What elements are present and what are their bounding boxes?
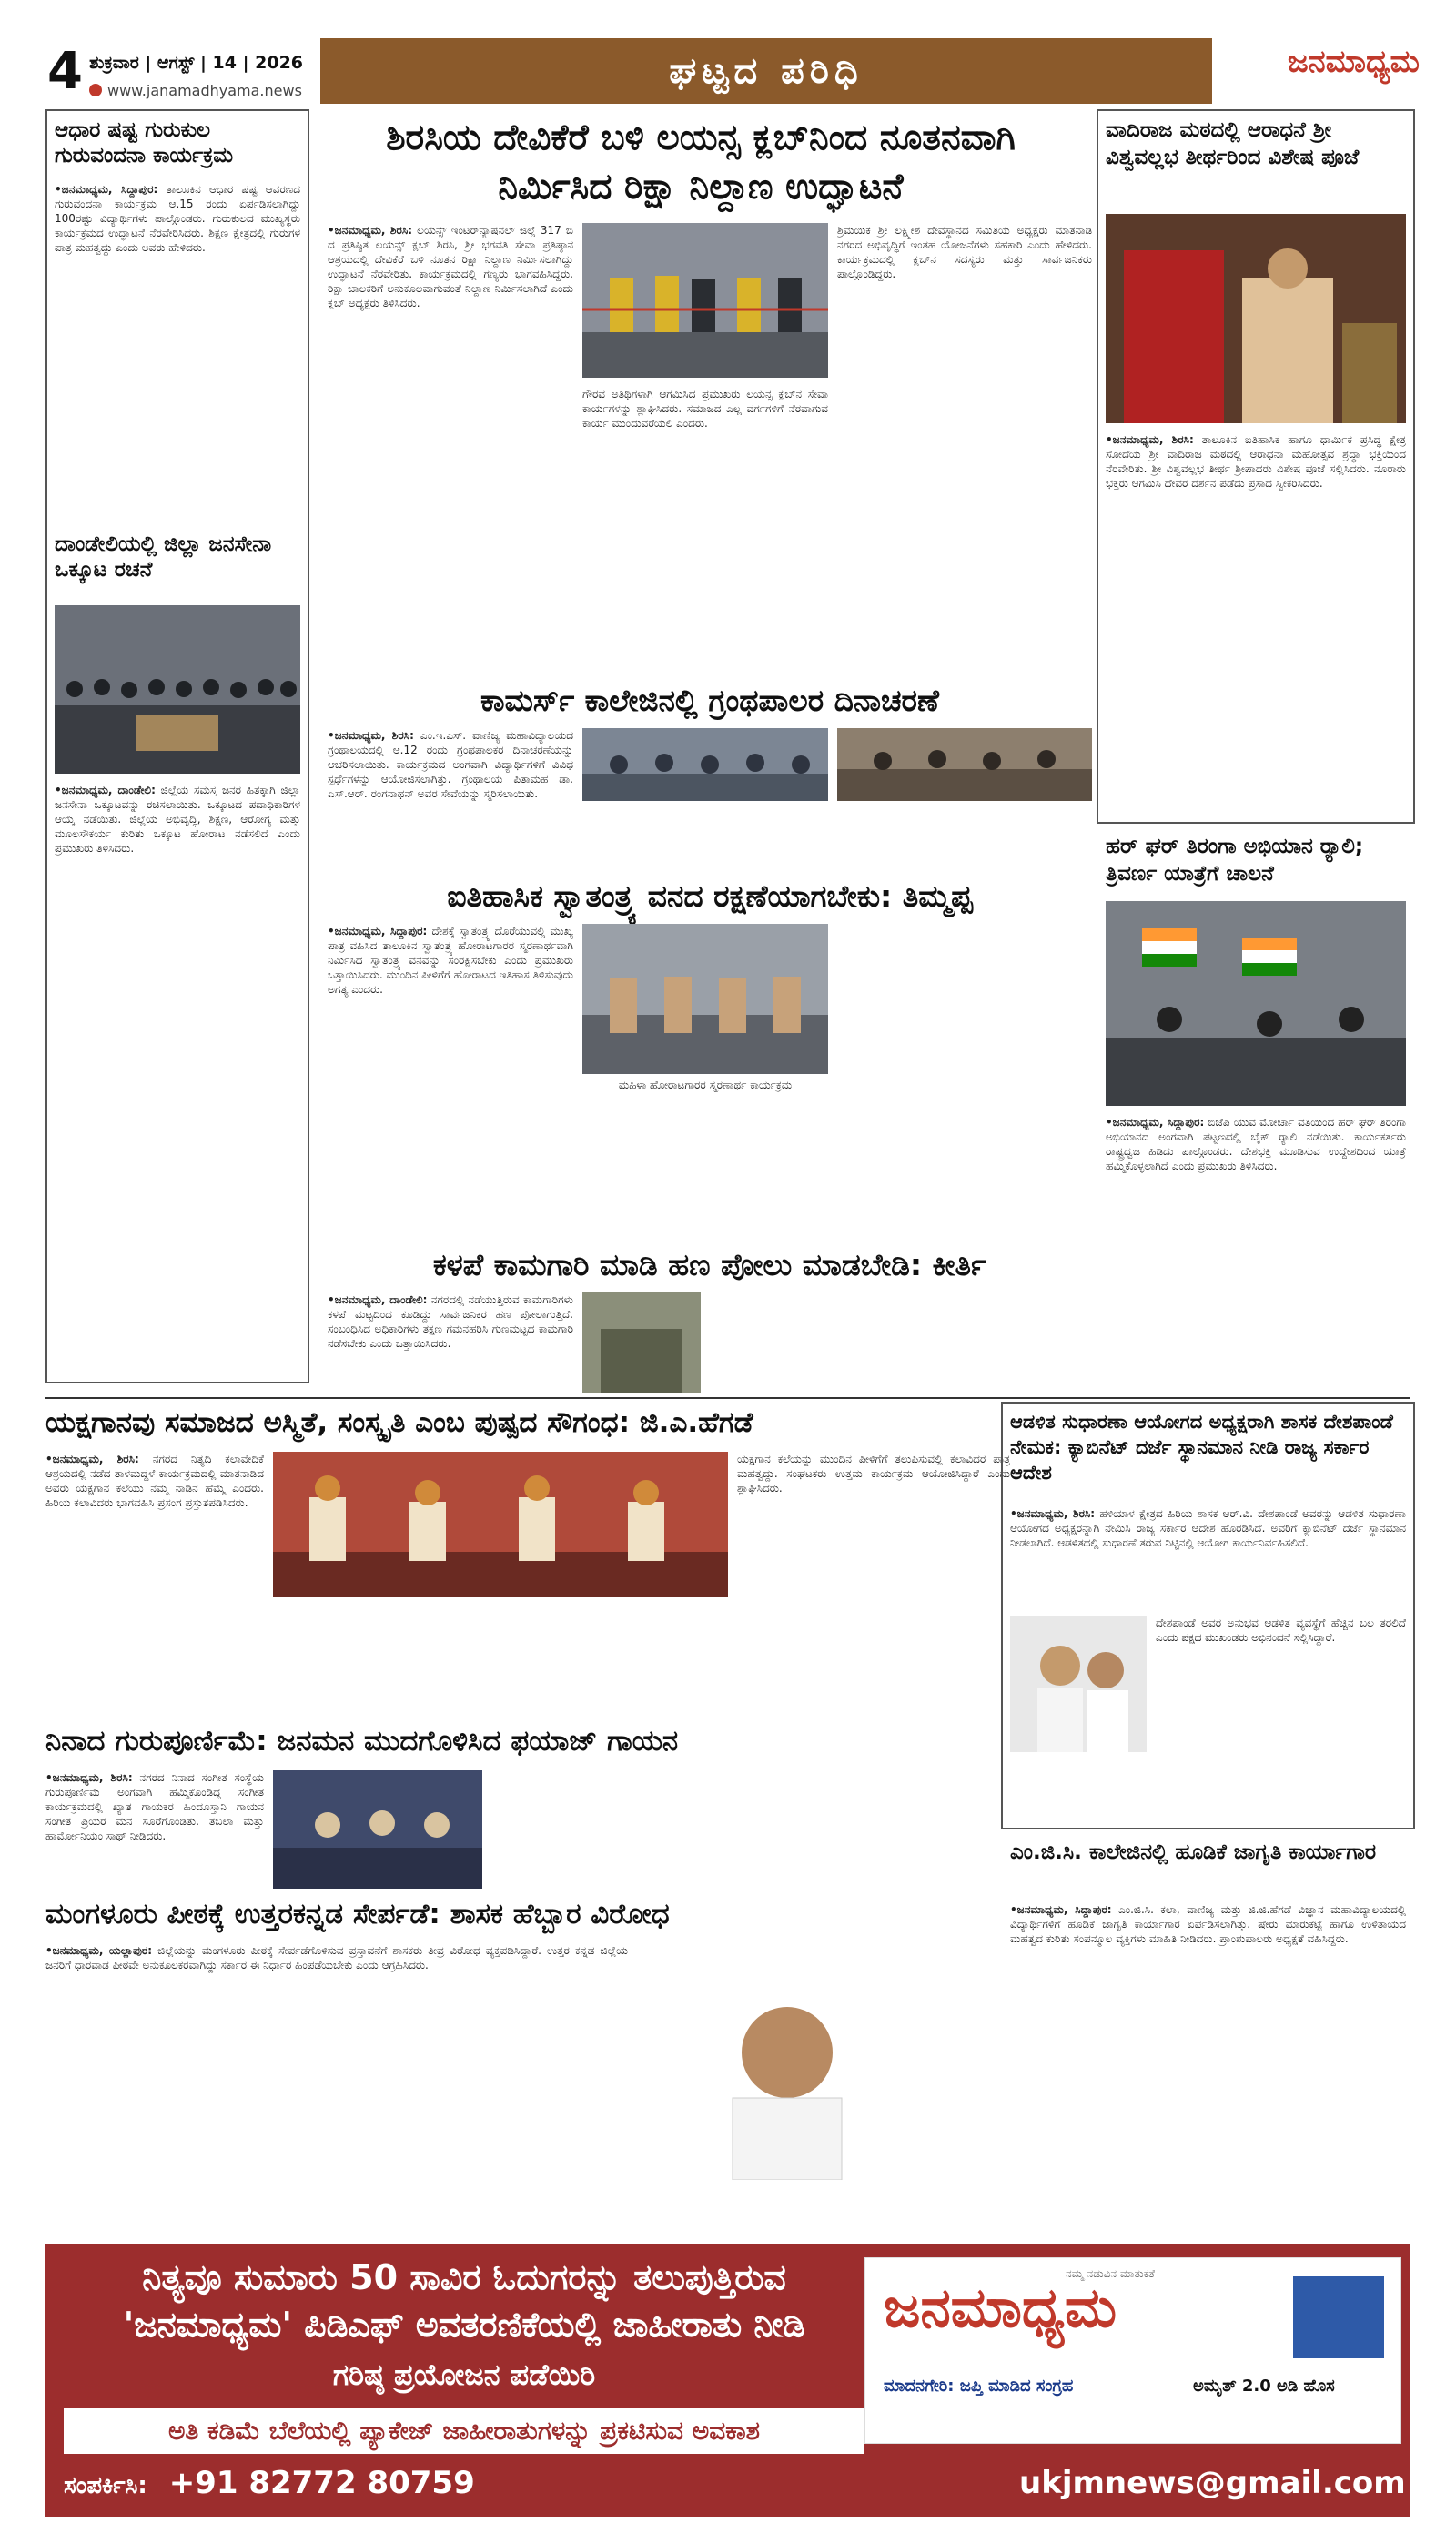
article-text: ಲಯನ್ಸ್ ಇಂಟರ್‌ನ್ಯಾಷನಲ್ ಜಿಲ್ಲೆ 317 ಬಿ ದ ಪ್ರತಿಷ್ಠಿತ ಲಯನ್ಸ್ ಕ್ಲಬ್ ಶಿರಸಿ, ಶ್ರೀ ಭಗವತಿ ಸೇವಾ ಪ್ರತಿಷ್ಠಾನ ಆಶ್ರಯದಲ್ಲಿ ದೇವಿಕೆರೆ ಬಳಿ ನೂತನ ರಿಕ್ಷಾ ನಿಲ್ದಾಣ ನಿರ್ಮಿಸಲಾಗಿದ್ದು ಉದ್ಘಾಟನೆ ನೆರವೇರಿತು. ಕಾರ್ಯಕ್ರಮದಲ್ಲಿ ಗಣ್ಯರು ಭಾಗವಹಿಸಿದ್ದರು. ರಿಕ್ಷಾ ಚಾಲಕರಿಗೆ ಅನುಕೂಲವಾಗುವಂತೆ ನಿಲ್ದಾಣ ನಿರ್ಮಿಸಲಾಗಿದೆ ಎಂದು ಕ್ಲಬ್ ಅಧ್ಯಕ್ಷರು ತಿಳಿಸಿದರು.: [328, 224, 573, 309]
ad-line: ಗರಿಷ್ಠ ಪ್ರಯೋಜನ ಪಡೆಯಿರಿ: [332, 2357, 596, 2392]
article-headline: ಐತಿಹಾಸಿಕ ಸ್ವಾತಂತ್ರ್ಯ ವನದ ರಕ್ಷಣೆಯಾಗಬೇಕು: ತಿಮ್ಮಪ್ಪ: [447, 878, 973, 914]
article-lead: •ಜನಮಾಧ್ಯಮ, ಶಿರಸಿ:: [46, 1453, 139, 1465]
article-text: ಎಂ.ಜಿ.ಸಿ. ಕಲಾ, ವಾಣಿಜ್ಯ ಮತ್ತು ಜಿ.ಜಿ.ಹೆಗಡೆ ವಿಜ್ಞಾನ ಮಹಾವಿದ್ಯಾಲಯದಲ್ಲಿ ವಿದ್ಯಾರ್ಥಿಗಳಿಗೆ ಹೂಡಿಕೆ ಜಾಗೃತಿ ಕಾರ್ಯಾಗಾರ ಏರ್ಪಡಿಸಲಾಗಿತ್ತು. ಷೇರು ಮಾರುಕಟ್ಟೆ ಹಾಗೂ ಉಳಿತಾಯದ ಮಹತ್ವದ ಕುರಿತು ಸಂಪನ್ಮೂಲ ವ್ಯಕ್ತಿಗಳು ಮಾಹಿತಿ ನೀಡಿದರು. ಪ್ರಾಂಶುಪಾಲರು ಅಧ್ಯಕ್ಷತೆ ವಹಿಸಿದ್ದರು.: [1010, 1903, 1406, 1945]
concert-photo: [273, 1770, 482, 1889]
article-lead: •ಜನಮಾಧ್ಯಮ, ಸಿದ್ದಾಪುರ:: [55, 183, 158, 196]
article-lead: •ಜನಮಾಧ್ಯಮ, ದಾಂಡೇಲಿ:: [55, 784, 156, 796]
article-lead: •ಜನಮಾಧ್ಯಮ, ಶಿರಸಿ:: [46, 1771, 133, 1784]
pooja-photo: [1106, 214, 1406, 423]
article-text: ಬಿಜೆಪಿ ಯುವ ಮೋರ್ಚಾ ವತಿಯಿಂದ ಹರ್ ಘರ್ ತಿರಂಗಾ ಅಭಿಯಾನದ ಅಂಗವಾಗಿ ಪಟ್ಟಣದಲ್ಲಿ ಬೈಕ್ ರ‍್ಯಾಲಿ ನಡೆಯಿತು. ಕಾರ್ಯಕರ್ತರು ರಾಷ್ಟ್ರಧ್ವಜ ಹಿಡಿದು ಪಾಲ್ಗೊಂಡರು. ದೇಶಭಕ್ತಿ ಮೂಡಿಸುವ ಉದ್ದೇಶದಿಂದ ಯಾತ್ರೆ ಹಮ್ಮಿಕೊಳ್ಳಲಾಗಿದೆ ಎಂದು ಪ್ರಮುಖರು ತಿಳಿಸಿದರು.: [1106, 1116, 1406, 1172]
mini-brand: ಜನಮಾಧ್ಯಮ: [884, 2276, 1117, 2340]
article-text: ದೇಶಕ್ಕೆ ಸ್ವಾತಂತ್ರ್ಯ ದೊರೆಯುವಲ್ಲಿ ಮುಖ್ಯ ಪಾತ್ರ ವಹಿಸಿದ ತಾಲೂಕಿನ ಸ್ವಾತಂತ್ರ್ಯ ಹೋರಾಟಗಾರರ ಸ್ಮರಣಾರ್ಥವಾಗಿ ನಿರ್ಮಿಸಿದ ಸ್ವಾತಂತ್ರ್ಯ ವನವನ್ನು ಸಂರಕ್ಷಿಸಬೇಕು ಎಂದು ಪ್ರಮುಖರು ಒತ್ತಾಯಿಸಿದರು. ಮುಂದಿನ ಪೀಳಿಗೆಗೆ ಹೋರಾಟದ ಇತಿಹಾಸ ತಿಳಿಸುವುದು ಅಗತ್ಯ ಎಂದರು.: [328, 925, 573, 996]
article-text: ಎಂ.ಇ.ಎಸ್. ವಾಣಿಜ್ಯ ಮಹಾವಿದ್ಯಾಲಯದ ಗ್ರಂಥಾಲಯದಲ್ಲಿ ಆ.12 ರಂದು ಗ್ರಂಥಪಾಲಕರ ದಿನಾಚರಣೆಯನ್ನು ಆಚರಿಸಲಾಯಿತು. ಕಾರ್ಯಕ್ರಮದ ಅಂಗವಾಗಿ ವಿದ್ಯಾರ್ಥಿಗಳಿಗೆ ವಿವಿಧ ಸ್ಪರ್ಧೆಗಳನ್ನು ಆಯೋಜಿಸಲಾಗಿತ್ತು. ಗ್ರಂಥಾಲಯ ಪಿತಾಮಹ ಡಾ. ಎಸ್.ಆರ್. ರಂಗನಾಥನ್ ಅವರ ಸೇವೆಯನ್ನು ಸ್ಮರಿಸಲಾಯಿತು.: [328, 729, 573, 800]
mini-sidebar: [1293, 2276, 1384, 2358]
section-banner: ಘಟ್ಟದ ಪರಿಧಿ: [320, 38, 1212, 104]
article-body: [55, 783, 300, 1374]
article-text: ನಗರದ ನಿತ್ಯದಿ ಕಲಾವೇದಿಕೆ ಆಶ್ರಯದಲ್ಲಿ ನಡೆದ ತಾಳಮದ್ದಳೆ ಕಾರ್ಯಕ್ರಮದಲ್ಲಿ ಮಾತನಾಡಿದ ಅವರು ಯಕ್ಷಗಾನ ಕಲೆಯು ನಮ್ಮ ನಾಡಿನ ಹೆಮ್ಮೆ ಎಂದರು. ಹಿರಿಯ ಕಲಾವಿದರು ಭಾಗವಹಿಸಿ ಪ್ರಸಂಗ ಪ್ರಸ್ತುತಪಡಿಸಿದರು.: [46, 1453, 264, 1509]
article-body: [1010, 1506, 1406, 1606]
photo-caption: ಮಹಿಳಾ ಹೋರಾಟಗಾರರ ಸ್ಮರಣಾರ್ಥ ಕಾರ್ಯಕ್ರಮ: [618, 1079, 793, 1091]
article-lead: •ಜನಮಾಧ್ಯಮ, ಶಿರಸಿ:: [328, 224, 413, 237]
article-headline: ದಾಂಡೇಲಿಯಲ್ಲಿ ಜಿಲ್ಲಾ ಜನಸೇನಾ ಒಕ್ಕೂಟ ರಚನೆ: [55, 532, 272, 582]
article-headline: ಹರ್ ಘರ್ ತಿರಂಗಾ ಅಭಿಯಾನ ರ‍್ಯಾಲಿ; ತ್ರಿವರ್ಣ ಯಾತ್ರೆಗೆ ಚಾಲನೆ: [1106, 835, 1364, 886]
article-headline: ಕಾಮರ್ಸ್ ಕಾಲೇಜಿನಲ್ಲಿ ಗ್ರಂಥಪಾಲರ ದಿನಾಚರಣೆ: [480, 683, 939, 718]
article-body: [46, 1943, 628, 2235]
mini-headline: ಮಾದನಗೇರಿ: ಜಪ್ತಿ ಮಾಡಿದ ಸಂಗ್ರಹ: [884, 2377, 1074, 2396]
article-lead: •ಜನಮಾಧ್ಯಮ, ಶಿರಸಿ:: [1010, 1507, 1096, 1520]
article-text: ತಾಲೂಕಿನ ಆಧಾರ ಷಷ್ಟ ಆವರಣದ ಗುರುವಂದನಾ ಕಾರ್ಯಕ್ರಮ ಆ.15 ರಂದು ಏರ್ಪಡಿಸಲಾಗಿದ್ದು 100ರಷ್ಟು ವಿದ್ಯಾರ್ಥಿಗಳು ಪಾಲ್ಗೊಂಡರು. ಗುರುಕುಲದ ಮುಖ್ಯಸ್ಥರು ಕಾರ್ಯಕ್ರಮದ ಉದ್ಘಾಟನೆ ನೆರವೇರಿಸಿದರು. ಶಿಕ್ಷಣ ಕ್ಷೇತ್ರದಲ್ಲಿ ಗುರುಗಳ ಪಾತ್ರ ಮಹತ್ವದ್ದು ಎಂದು ಅವರು ಹೇಳಿದರು.: [55, 183, 300, 254]
article-headline: ಕಳಪೆ ಕಾಮಗಾರಿ ಮಾಡಿ ಹಣ ಪೋಲು ಮಾಡಬೇಡಿ: ಕೀರ್ತಿ: [432, 1247, 987, 1282]
article-body: ಯಕ್ಷಗಾನ ಕಲೆಯನ್ನು ಮುಂದಿನ ಪೀಳಿಗೆಗೆ ತಲುಪಿಸುವಲ್ಲಿ ಕಲಾವಿದರ ಪಾತ್ರ ಮಹತ್ವದ್ದು. ಸಂಘಟಕರು ಉತ್ತಮ ಕಾರ್ಯಕ್ರಮ ಆಯೋಜಿಸಿದ್ದಾರೆ ಎಂದು ಶ್ಲಾಘಿಸಿದರು.: [737, 1453, 1010, 1495]
article-body: [46, 1770, 264, 1889]
article-lead: •ಜನಮಾಧ್ಯಮ, ಸಿದ್ದಾಪುರ:: [1106, 1116, 1205, 1129]
article-text: ಜಿಲ್ಲೆಯ ಸಮಸ್ತ ಜನರ ಹಿತಕ್ಕಾಗಿ ಜಿಲ್ಲಾ ಜನಸೇನಾ ಒಕ್ಕೂಟವನ್ನು ರಚಿಸಲಾಯಿತು. ಒಕ್ಕೂಟದ ಪದಾಧಿಕಾರಿಗಳ ಆಯ್ಕೆ ನಡೆಯಿತು. ಜಿಲ್ಲೆಯ ಅಭಿವೃದ್ಧಿ, ಶಿಕ್ಷಣ, ಆರೋಗ್ಯ ಮತ್ತು ಮೂಲಸೌಕರ್ಯ ಕುರಿತು ಒಕ್ಕೂಟ ಹೋರಾಟ ನಡೆಸಲಿದೆ ಎಂದು ಪ್ರಮುಖರು ತಿಳಿಸಿದರು.: [55, 784, 300, 855]
ad-strip: ಅತಿ ಕಡಿಮೆ ಬೆಲೆಯಲ್ಲಿ ಪ್ಯಾಕೇಜ್ ಜಾಹೀರಾತುಗಳನ್ನು ಪ್ರಕಟಿಸುವ ಅವಕಾಶ: [64, 2408, 864, 2454]
mla-portrait: [692, 1971, 883, 2180]
article-headline: ಆಡಳಿತ ಸುಧಾರಣಾ ಆಯೋಗದ ಅಧ್ಯಕ್ಷರಾಗಿ ಶಾಸಕ ದೇಶಪಾಂಡೆ ನೇಮಕ: ಕ್ಯಾಬಿನೆಟ್ ದರ್ಜೆ ಸ್ಥಾನಮಾನ ನೀಡಿ ರಾಜ್ಯ ಸರ್ಕಾರ ಆದೇಶ: [1010, 1411, 1393, 1484]
article-lead: •ಜನಮಾಧ್ಯಮ, ಶಿರಸಿ:: [328, 729, 414, 742]
ad-contact[interactable]: [64, 2465, 555, 2501]
inauguration-photo: [582, 223, 828, 378]
rally-photo: [1106, 901, 1406, 1106]
article-text: ಹಳಿಯಾಳ ಕ್ಷೇತ್ರದ ಹಿರಿಯ ಶಾಸಕ ಆರ್.ವಿ. ದೇಶಪಾಂಡೆ ಅವರನ್ನು ಆಡಳಿತ ಸುಧಾರಣಾ ಆಯೋಗದ ಅಧ್ಯಕ್ಷರನ್ನಾಗಿ ನೇಮಿಸಿ ರಾಜ್ಯ ಸರ್ಕಾರ ಆದೇಶ ಹೊರಡಿಸಿದೆ. ಅವರಿಗೆ ಕ್ಯಾಬಿನೆಟ್ ದರ್ಜೆ ಸ್ಥಾನಮಾನ ನೀಡಲಾಗಿದೆ. ಆಡಳಿತದಲ್ಲಿ ಸುಧಾರಣೆ ತರುವ ನಿಟ್ಟಿನಲ್ಲಿ ಆಯೋಗ ಕಾರ್ಯನಿರ್ವಹಿಸಲಿದೆ.: [1010, 1507, 1406, 1549]
drain-photo: [582, 1292, 701, 1393]
yakshagana-photo: [273, 1452, 728, 1597]
ad-email[interactable]: ukjmnews@gmail.com: [1019, 2465, 1406, 2501]
article-lead: •ಜನಮಾಧ್ಯಮ, ದಾಂಡೇಲಿ:: [328, 1293, 428, 1306]
portrait-photo: [1010, 1616, 1147, 1752]
article-body: [328, 728, 573, 869]
article-lead: •ಜನಮಾಧ್ಯಮ, ಸಿದ್ದಾಪುರ:: [1010, 1903, 1112, 1916]
article-body: [1106, 1115, 1406, 1379]
forest-photo: [582, 924, 828, 1074]
article-lead: •ಜನಮಾಧ್ಯಮ, ಸಿದ್ದಾಪುರ:: [328, 925, 428, 938]
mini-tagline: ನಮ್ಮ ನಡುವಿನ ಮಾತುಕತೆ: [1066, 2267, 1155, 2280]
ad-line: 'ಜನಮಾಧ್ಯಮ' ಪಿಡಿಎಫ್ ಅವತರಣಿಕೆಯಲ್ಲಿ ಜಾಹೀರಾತು ನೀಡಿ: [123, 2305, 805, 2345]
article-body: ಶ್ರಿಮಯಿಕ ಶ್ರೀ ಲಕ್ಷ್ಮೀಶ ದೇವಸ್ಥಾನದ ಸಮಿತಿಯ ಅಧ್ಯಕ್ಷರು ಮಾತನಾಡಿ ನಗರದ ಅಭಿವೃದ್ಧಿಗೆ ಇಂತಹ ಯೋಜನೆಗಳು ಸಹಕಾರಿ ಎಂದು ಹೇಳಿದರು. ಕಾರ್ಯಕ್ರಮದಲ್ಲಿ ಕ್ಲಬ್‌ನ ಸದಸ್ಯರು ಮತ್ತು ಸಾರ್ವಜನಿಕರು ಪಾಲ್ಗೊಂಡಿದ್ದರು.: [837, 224, 1092, 280]
article-text: ನಗರದ ನಿನಾದ ಸಂಗೀತ ಸಂಸ್ಥೆಯ ಗುರುಪೂರ್ಣಿಮೆ ಅಂಗವಾಗಿ ಹಮ್ಮಿಕೊಂಡಿದ್ದ ಸಂಗೀತ ಕಾರ್ಯಕ್ರಮದಲ್ಲಿ ಖ್ಯಾತ ಗಾಯಕರ ಹಿಂದೂಸ್ತಾನಿ ಗಾಯನ ಸಂಗೀತ ಪ್ರಿಯರ ಮನ ಸೂರೆಗೊಂಡಿತು. ತಬಲಾ ಮತ್ತು ಹಾರ್ಮೋನಿಯಂ ಸಾಥ್ ನೀಡಿದರು.: [46, 1771, 264, 1842]
article-body: [328, 924, 573, 1229]
article-text: ಜಿಲ್ಲೆಯನ್ನು ಮಂಗಳೂರು ಪೀಠಕ್ಕೆ ಸೇರ್ಪಡೆಗೊಳಿಸುವ ಪ್ರಸ್ತಾವನೆಗೆ ಶಾಸಕರು ತೀವ್ರ ವಿರೋಧ ವ್ಯಕ್ತಪಡಿಸಿದ್ದಾರೆ. ಉತ್ತರ ಕನ್ನಡ ಜಿಲ್ಲೆಯ ಜನರಿಗೆ ಧಾರವಾಡ ಪೀಠವೇ ಅನುಕೂಲಕರವಾಗಿದ್ದು ಸರ್ಕಾರ ಈ ನಿರ್ಧಾರ ಹಿಂಪಡೆಯಬೇಕು ಎಂದು ಆಗ್ರಹಿಸಿದರು.: [46, 1944, 628, 1971]
article-body: [328, 1292, 573, 1393]
section-divider: [46, 1397, 1410, 1399]
article-headline: ಮಂಗಳೂರು ಪೀಠಕ್ಕೆ ಉತ್ತರಕನ್ನಡ ಸೇರ್ಪಡೆ: ಶಾಸಕ ಹೆಬ್ಬಾರ ವಿರೋಧ: [46, 1898, 670, 1931]
article-headline: ಆಧಾರ ಷಷ್ಟ ಗುರುಕುಲ ಗುರುವಂದನಾ ಕಾರ್ಯಕ್ರಮ: [55, 118, 234, 167]
article-body: [1010, 1902, 1406, 2225]
group-photo: [55, 605, 300, 774]
article-body: [1106, 432, 1406, 815]
article-body: ದೇಶಪಾಂಡೆ ಅವರ ಅನುಭವ ಆಡಳಿತ ವ್ಯವಸ್ಥೆಗೆ ಹೆಚ್ಚಿನ ಬಲ ತರಲಿದೆ ಎಂದು ಪಕ್ಷದ ಮುಖಂಡರು ಅಭಿನಂದನೆ ಸಲ್ಲಿಸಿದ್ದಾರೆ.: [1156, 1617, 1406, 1644]
library-photo: [582, 728, 828, 801]
page-number: 4: [47, 42, 83, 101]
article-body: [46, 1452, 264, 1716]
article-lead: •ಜನಮಾಧ್ಯಮ, ಶಿರಸಿ:: [1106, 433, 1194, 446]
main-headline: ಶಿರಸಿಯ ದೇವಿಕೆರೆ ಬಳಿ ಲಯನ್ಸ ಕ್ಲಬ್‌ನಿಂದ ನೂತನವಾಗಿ ನಿರ್ಮಿಸಿದ ರಿಕ್ಷಾ ನಿಲ್ದಾಣ ಉದ್ಘಾಟನೆ: [386, 117, 1016, 208]
globe-icon: [89, 84, 102, 96]
phone-number[interactable]: +91 82772 80759: [168, 2465, 475, 2501]
article-headline: ವಾದಿರಾಜ ಮಠದಲ್ಲಿ ಆರಾಧನೆ ಶ್ರೀ ವಿಶ್ವವಲ್ಲಭ ತೀರ್ಥರಿಂದ ವಿಶೇಷ ಪೂಜೆ: [1106, 118, 1360, 169]
site-url[interactable]: www.janamadhyama.news: [107, 82, 302, 99]
article-text: ನಗರದಲ್ಲಿ ನಡೆಯುತ್ತಿರುವ ಕಾಮಗಾರಿಗಳು ಕಳಪೆ ಮಟ್ಟದಿಂದ ಕೂಡಿದ್ದು ಸಾರ್ವಜನಿಕರ ಹಣ ಪೋಲಾಗುತ್ತಿದೆ. ಸಂಬಂಧಿಸಿದ ಅಧಿಕಾರಿಗಳು ತಕ್ಷಣ ಗಮನಹರಿಸಿ ಗುಣಮಟ್ಟದ ಕಾಮಗಾರಿ ನಡೆಸಬೇಕು ಎಂದು ಒತ್ತಾಯಿಸಿದರು.: [328, 1293, 573, 1350]
newspaper-thumbnail: [864, 2257, 1401, 2444]
article-lead: •ಜನಮಾಧ್ಯಮ, ಯಲ್ಲಾಪುರ:: [46, 1944, 153, 1957]
article-headline: ಎಂ.ಜಿ.ಸಿ. ಕಾಲೇಜಿನಲ್ಲಿ ಹೂಡಿಕೆ ಜಾಗೃತಿ ಕಾರ್ಯಾಗಾರ: [1010, 1840, 1377, 1864]
article-body: ಗೌರವ ಅತಿಥಿಗಳಾಗಿ ಆಗಮಿಸಿದ ಪ್ರಮುಖರು ಲಯನ್ಸ ಕ್ಲಬ್‌ನ ಸೇವಾ ಕಾರ್ಯಗಳನ್ನು ಶ್ಲಾಘಿಸಿದರು. ಸಮಾಜದ ಎಲ್ಲ ವರ್ಗಗಳಿಗೆ ನೆರವಾಗುವ ಕಾರ್ಯ ಮುಂದುವರೆಯಲಿ ಎಂದರು.: [582, 388, 828, 430]
library-photo-2: [837, 728, 1092, 801]
mini-headline: ಅಮೃತ್ 2.0 ಅಡಿ ಹೊಸ: [1193, 2377, 1335, 2396]
contact-label: ಸಂಪರ್ಕಿಸಿ:: [64, 2472, 147, 2499]
article-body: [328, 223, 573, 669]
article-text: ತಾಲೂಕಿನ ಐತಿಹಾಸಿಕ ಹಾಗೂ ಧಾರ್ಮಿಕ ಪ್ರಸಿದ್ಧ ಕ್ಷೇತ್ರ ಸೋದೆಯ ಶ್ರೀ ವಾದಿರಾಜ ಮಠದಲ್ಲಿ ಆರಾಧನಾ ಮಹೋತ್ಸವ ಶ್ರದ್ಧಾ ಭಕ್ತಿಯಿಂದ ನೆರವೇರಿತು. ಶ್ರೀ ವಿಶ್ವವಲ್ಲಭ ತೀರ್ಥ ಶ್ರೀಪಾದರು ವಿಶೇಷ ಪೂಜೆ ಸಲ್ಲಿಸಿದರು. ನೂರಾರು ಭಕ್ತರು ಆಗಮಿಸಿ ದೇವರ ದರ್ಶನ ಪಡೆದು ಪ್ರಸಾದ ಸ್ವೀಕರಿಸಿದರು.: [1106, 433, 1406, 490]
ad-line: ನಿತ್ಯವೂ ಸುಮಾರು 50 ಸಾವಿರ ಓದುಗರನ್ನು ತಲುಪುತ್ತಿರುವ: [142, 2257, 786, 2297]
article-body: [55, 182, 300, 523]
dateline: ಶುಕ್ರವಾರ | ಆಗಸ್ಟ್ | 14 | 2026: [89, 53, 304, 73]
article-headline: ಯಕ್ಷಗಾನವು ಸಮಾಜದ ಅಸ್ಮಿತೆ, ಸಂಸ್ಕೃತಿ ಎಂಬ ಪುಷ್ಪದ ಸೌಗಂಧ: ಜಿ.ಎ.ಹೆಗಡೆ: [46, 1406, 753, 1439]
brand-logo: ಜನಮಾಧ್ಯಮ: [1287, 44, 1420, 80]
article-headline: ನಿನಾದ ಗುರುಪೂರ್ಣಿಮೆ: ಜನಮನ ಮುದಗೊಳಿಸಿದ ಫಯಾಜ್ ಗಾಯನ: [46, 1725, 679, 1758]
